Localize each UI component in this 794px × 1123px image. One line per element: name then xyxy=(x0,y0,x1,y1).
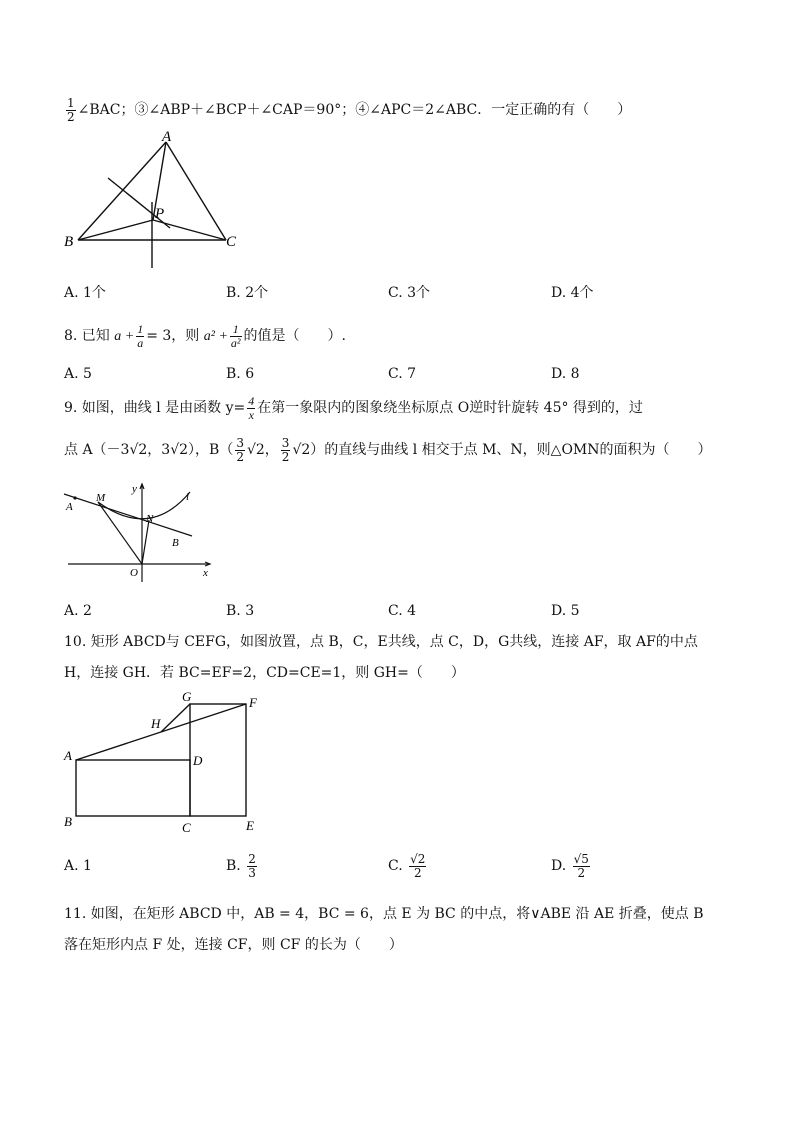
q7-option-d[interactable]: D. 4个 xyxy=(551,285,594,301)
line-ab xyxy=(64,494,192,536)
q7-option-c[interactable]: C. 3个 xyxy=(388,285,431,301)
q10-stem-line1: 10. 矩形 ABCD与 CEFG，如图放置，点 B，C，E共线，点 C，D，G共线，连接 AF，取 AF的中点 xyxy=(64,634,698,650)
label-y: y xyxy=(132,483,137,495)
label-f: F xyxy=(249,695,257,710)
q10-option-b[interactable]: B. $\frac{2}{3}$ xyxy=(226,851,256,880)
label-b: B xyxy=(172,537,179,549)
q10-option-b-fraction: $\frac{2}{3}$ xyxy=(248,851,256,880)
q10-stem-line2: H，连接 GH．若 BC=EF=2，CD=CE=1，则 GH=（ ） xyxy=(64,665,465,681)
q8-option-c[interactable]: C. 7 xyxy=(388,366,417,382)
segment-om xyxy=(98,502,142,564)
q10-rectangles-figure xyxy=(60,688,270,834)
label-h: H xyxy=(151,716,161,731)
label-b: B xyxy=(64,814,72,829)
q8-stem: 8. 已知 a + $\frac{1}{a}$ = 3，则 a² + $\frac{1}{\text{a²}}$ 的值是（ ）. xyxy=(64,321,346,350)
label-m: M xyxy=(96,492,106,504)
q8-option-b[interactable]: B. 6 xyxy=(226,366,255,382)
q8-option-a[interactable]: A. 5 xyxy=(64,366,92,382)
label-a: A xyxy=(64,748,72,763)
q10-option-d-fraction: $\frac{√5}{2}$ xyxy=(573,851,589,880)
q9-fraction: $\frac{4}{x}$ xyxy=(248,393,255,422)
q7-fraction: $\frac{1}{2}$ xyxy=(67,95,75,124)
q10-option-c[interactable]: C. $\frac{√2}{2}$ xyxy=(388,851,426,880)
label-p: P xyxy=(155,206,165,222)
label-e: E xyxy=(246,818,254,833)
q9-fraction-b2: $\frac{3}{2}$ xyxy=(281,435,290,464)
q9-option-b[interactable]: B. 3 xyxy=(226,603,255,619)
q9-stem-line2: 点 A（－3√2，3√2），B（ $\frac{3}{2}$ √2， $\frac{3}{2}$ √2）的直线与曲线 l 相交于点 M、N，则△OMN的面积为（ ） xyxy=(64,435,712,464)
label-o: O xyxy=(130,567,138,579)
q9-stem-line1: 9. 如图，曲线 l 是由函数 y= $\frac{4}{x}$ 在第一象限内的图象绕坐标原点 O逆时针旋转 45° 得到的，过 xyxy=(64,393,643,422)
q9-option-a[interactable]: A. 2 xyxy=(64,603,92,619)
q9-fraction-b1: $\frac{3}{2}$ xyxy=(236,435,244,464)
q7-option-a[interactable]: A. 1个 xyxy=(64,285,106,301)
q7-stem xyxy=(64,92,631,128)
side-ac xyxy=(166,142,226,240)
side-ab xyxy=(78,142,166,240)
label-b: B xyxy=(64,234,74,250)
label-a: A xyxy=(66,501,73,513)
q9-option-c[interactable]: C. 4 xyxy=(388,603,417,619)
point-a xyxy=(73,496,76,499)
rectangle-abcd xyxy=(76,760,190,816)
q8-fraction-1: $\frac{1}{a}$ xyxy=(137,321,144,350)
q9-option-d[interactable]: D. 5 xyxy=(551,603,580,619)
label-c: C xyxy=(226,234,237,250)
label-a: A xyxy=(162,130,172,145)
q10-option-a[interactable]: A. 1 xyxy=(64,858,92,874)
q11-stem-line1: 11. 如图，在矩形 ABCD 中，AB = 4，BC = 6，点 E 为 BC 的中点，将∨ABE 沿 AE 折叠，使点 B xyxy=(64,906,704,922)
curve-l xyxy=(98,492,190,519)
q7-option-b[interactable]: B. 2个 xyxy=(226,285,269,301)
q7-triangle-figure xyxy=(60,130,250,272)
label-g: G xyxy=(182,689,192,704)
q7-stem-text: ∠BAC；③∠ABP＋∠BCP＋∠CAP＝90°；④∠APC＝2∠ABC．一定正确的有（ ） xyxy=(77,102,632,118)
segment-on xyxy=(142,520,149,564)
q9-curve-figure xyxy=(60,478,220,584)
q10-option-d[interactable]: D. $\frac{√5}{2}$ xyxy=(551,851,589,880)
label-c: C xyxy=(182,820,191,834)
label-x: x xyxy=(203,567,208,579)
segment-bp xyxy=(78,220,153,240)
label-d: D xyxy=(193,753,203,768)
q8-fraction-2: $\frac{1}{\text{a²}}$ xyxy=(230,321,241,350)
q10-option-c-fraction: $\frac{√2}{2}$ xyxy=(410,851,426,880)
q11-stem-line2: 落在矩形内点 F 处，连接 CF，则 CF 的长为（ ） xyxy=(64,937,403,953)
label-l: l xyxy=(186,491,190,503)
label-n: N xyxy=(146,513,154,525)
q8-option-d[interactable]: D. 8 xyxy=(551,366,580,382)
